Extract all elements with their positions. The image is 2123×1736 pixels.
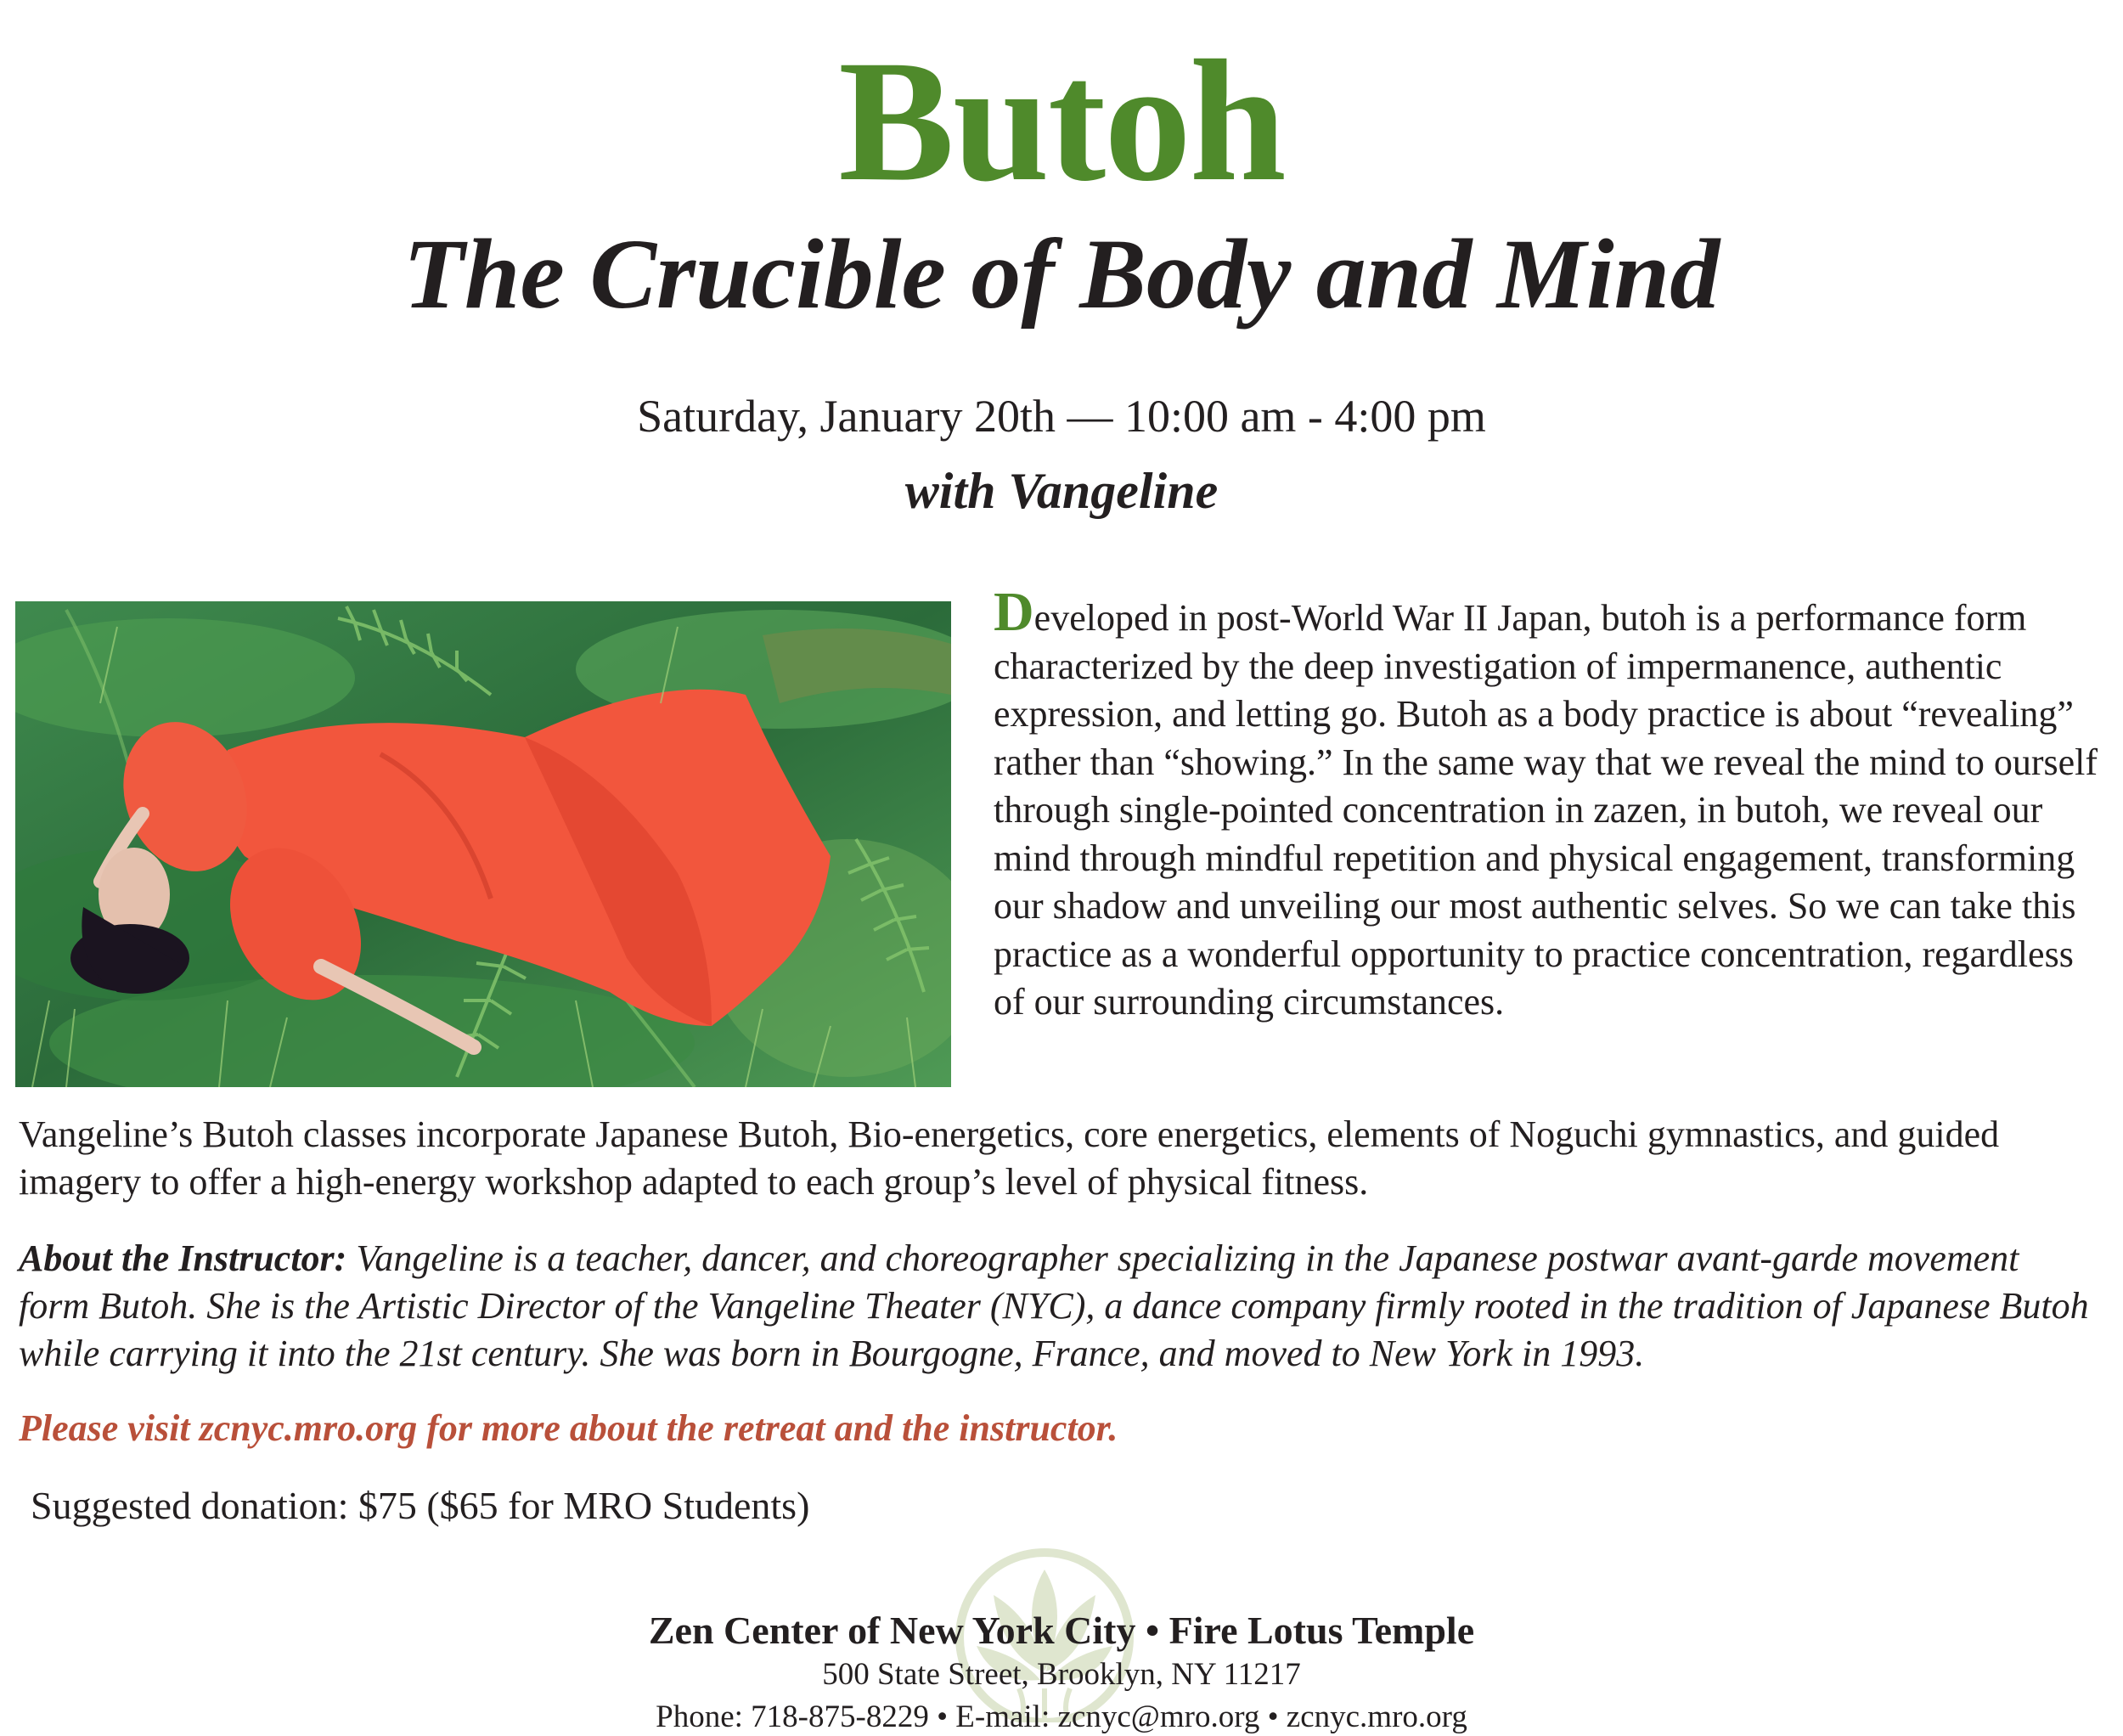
photo-woman-in-red-dress-icon [15, 601, 951, 1087]
about-instructor-text: Vangeline is a teacher, dancer, and choreographer specializing in the Japanese postwar avant-garde movement form Butoh. She is the Artistic Director of the Vangeline Theater (NYC), a dance company firmly rooted in the tradition of Japanese Butoh while carrying it into the 21st century. She was born in Bourgogne, France, and moved to New York in 1993. [19, 1237, 2089, 1374]
page-subtitle: The Crucible of Body and Mind [403, 218, 1720, 330]
classes-paragraph: Vangeline’s Butoh classes incorporate Japanese Butoh, Bio-energetics, core energetics, elements of Noguchi gymnastics, and guided imagery to offer a high-energy workshop adapted to each group’s level of physical fitness. [19, 1113, 2000, 1203]
drop-cap: D [994, 581, 1034, 643]
organization-contact: Phone: 718-875-8229 • E-mail: zcnyc@mro.org • zcnyc.mro.org [656, 1699, 1467, 1734]
event-date-time: Saturday, January 20th — 10:00 am - 4:00 pm [637, 391, 1486, 442]
visit-website-link[interactable]: Please visit zcnyc.mro.org for more about the retreat and the instructor. [19, 1407, 1118, 1449]
instructor-line: with Vangeline [904, 463, 1219, 519]
intro-paragraph [994, 581, 2098, 1027]
about-instructor-paragraph [19, 1235, 2091, 1378]
intro-text: eveloped in post-World War II Japan, butoh is a performance form characterized by the deep investigation of impermanence, authentic expression, and letting go. Butoh as a body practice is about “revealing” rather than “showing.” In the same way that we reveal the mind to ourself through single-pointed concentration in zazen, in butoh, we reveal our mind through mindful repetition and physical engagement, transforming our shadow and unveiling our most authentic selves. So we can take this practice as a wonderful opportunity to practice concentration, regardless of our surrounding circumstances. [994, 597, 2098, 1023]
organization-name: Zen Center of New York City • Fire Lotus Temple [648, 1609, 1475, 1652]
organization-address: 500 State Street, Brooklyn, NY 11217 [822, 1657, 1301, 1692]
donation-text: Suggested donation: $75 ($65 for MRO Students) [31, 1484, 810, 1527]
about-instructor-label: About the Instructor: [19, 1237, 347, 1279]
page-title: Butoh [838, 25, 1285, 217]
butoh-dancer-photo [15, 601, 951, 1087]
